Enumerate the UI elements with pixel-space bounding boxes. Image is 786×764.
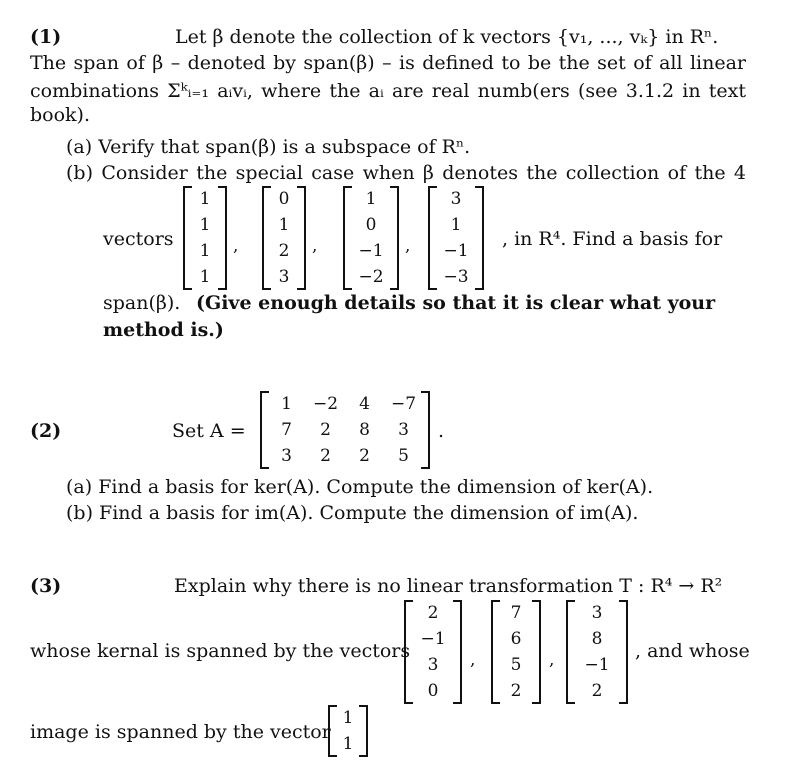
vector-entry: 7 xyxy=(510,602,522,623)
problem-1-number: (1) xyxy=(30,26,62,48)
kernel-text: whose kernal is spanned by the vectors xyxy=(30,640,411,662)
matrix-entry: 2 xyxy=(320,419,331,440)
vector-entry: 8 xyxy=(591,628,603,649)
vector-entry: 0 xyxy=(365,214,377,235)
problem-1-line-2: The span of β – denoted by span(β) – is defined to be the set of all linear xyxy=(30,52,746,74)
vector-entry: 2 xyxy=(591,680,603,701)
matrix-entry: −7 xyxy=(390,393,417,414)
kernel-vector-2 xyxy=(491,600,541,704)
vector-separator: , xyxy=(312,236,318,256)
problem-1-part-b: (b) Consider the special case when β denotes the collection of the 4 xyxy=(66,162,746,184)
vector-entry: 1 xyxy=(199,240,211,261)
image-text: image is spanned by the vector xyxy=(30,721,331,743)
matrix-entry: 3 xyxy=(281,445,292,466)
vector-entry: 3 xyxy=(591,602,603,623)
vector-2 xyxy=(262,186,306,290)
vector-separator: , xyxy=(470,650,476,670)
matrix-entry: 1 xyxy=(281,393,292,414)
vector-entry: 0 xyxy=(278,188,290,209)
vector-entry: 1 xyxy=(199,214,211,235)
matrix-entry: 8 xyxy=(359,419,370,440)
vector-1 xyxy=(183,186,227,290)
problem-3-number: (3) xyxy=(30,575,62,597)
vector-entry: 1 xyxy=(199,188,211,209)
vector-entry: 2 xyxy=(427,602,439,623)
vector-separator: , xyxy=(405,236,411,256)
matrix-a-brackets xyxy=(260,391,430,469)
matrix-entry: 2 xyxy=(320,445,331,466)
matrix-entry: −2 xyxy=(312,393,339,414)
vector-entry: 1 xyxy=(342,733,354,754)
vector-4 xyxy=(428,186,484,290)
vector-separator: , xyxy=(549,650,555,670)
matrix-entry: 7 xyxy=(281,419,292,440)
vector-entry: −1 xyxy=(358,240,384,261)
matrix-entry: 5 xyxy=(398,445,409,466)
vector-entry: 3 xyxy=(427,654,439,675)
vector-entry: 3 xyxy=(278,266,290,287)
vector-entry: 1 xyxy=(199,266,211,287)
matrix-entry: 2 xyxy=(359,445,370,466)
instruction-bold-2: method is.) xyxy=(103,319,224,341)
vector-entry: 6 xyxy=(510,628,522,649)
vector-3 xyxy=(343,186,399,290)
vector-entry: 3 xyxy=(450,188,462,209)
problem-1-line-1: Let β denote the collection of k vectors {v₁, ..., vₖ} in Rⁿ. xyxy=(175,26,719,48)
vector-entry: 2 xyxy=(510,680,522,701)
problem-1-line-3: combinations Σᵏᵢ₌₁ aᵢvᵢ, where the aᵢ are real numb(ers (see 3.1.2 in text xyxy=(30,80,746,102)
vector-entry: −1 xyxy=(420,628,446,649)
problem-1-after-vectors: , in R⁴. Find a basis for xyxy=(502,228,723,250)
vector-entry: 1 xyxy=(365,188,377,209)
problem-2-number: (2) xyxy=(30,420,62,442)
span-text: span(β). xyxy=(103,292,181,314)
problem-3-line-1: Explain why there is no linear transformation T : R⁴ → R² xyxy=(174,575,723,597)
image-vector xyxy=(328,705,368,757)
kernel-vector-3 xyxy=(566,600,628,704)
vector-entry: 0 xyxy=(427,680,439,701)
vector-entry: −2 xyxy=(358,266,384,287)
vector-entry: 1 xyxy=(450,214,462,235)
problem-1-part-a: (a) Verify that span(β) is a subspace of Rⁿ. xyxy=(66,136,471,158)
matrix-entry: 3 xyxy=(398,419,409,440)
vector-entry: −1 xyxy=(443,240,469,261)
and-whose-text: , and whose xyxy=(635,640,750,662)
matrix-entry: 4 xyxy=(359,393,370,414)
problem-2-part-a: (a) Find a basis for ker(A). Compute the dimension of ker(A). xyxy=(66,476,654,498)
instruction-bold-1: (Give enough details so that it is clear what your xyxy=(196,292,716,314)
vector-entry: 2 xyxy=(278,240,290,261)
vector-entry: 5 xyxy=(510,654,522,675)
problem-2-part-b: (b) Find a basis for im(A). Compute the dimension of im(A). xyxy=(66,502,639,524)
vectors-label: vectors xyxy=(103,228,174,250)
vector-entry: 1 xyxy=(278,214,290,235)
matrix-period: . xyxy=(438,420,445,442)
kernel-vector-1 xyxy=(404,600,462,704)
vector-entry: 1 xyxy=(342,707,354,728)
set-a-label: Set A = xyxy=(172,420,246,442)
vector-entry: −1 xyxy=(584,654,610,675)
vector-separator: , xyxy=(233,236,239,256)
vector-entry: −3 xyxy=(443,266,469,287)
problem-1-line-4: book). xyxy=(30,104,91,126)
